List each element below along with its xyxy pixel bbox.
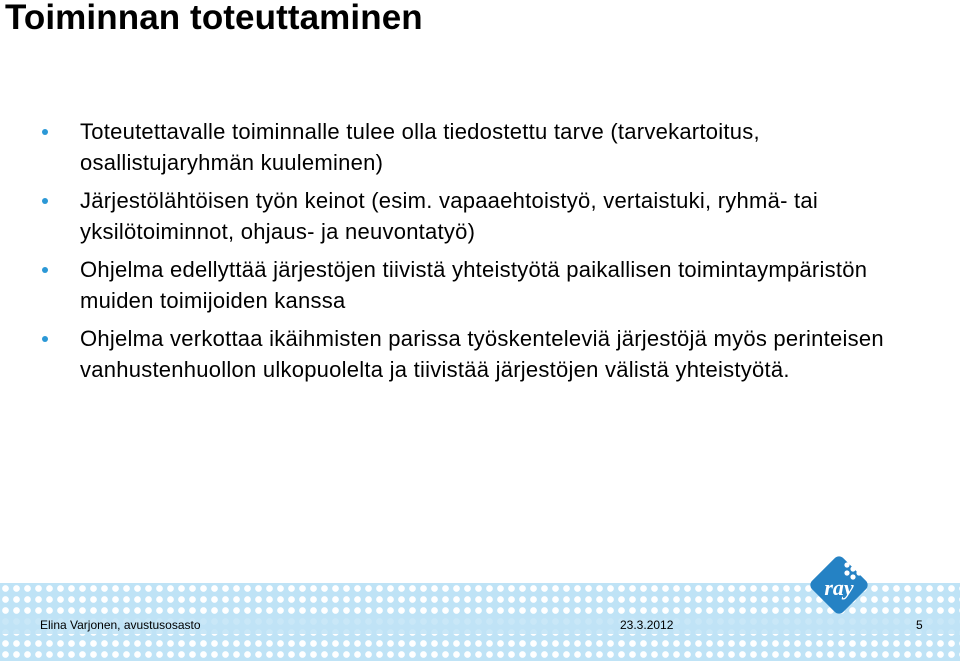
bullet-text: Ohjelma verkottaa ikäihmisten parissa työskenteleviä järjestöjä myös perinteisen vanhustenhuollon ulkopuolelta ja tiivistää järjestöjen välistä yhteistyötä. (80, 326, 884, 382)
footer-date: 23.3.2012 (620, 618, 674, 632)
bullet-dot-icon (42, 129, 48, 135)
bullet-item-3 (40, 254, 940, 316)
bullet-item-2 (40, 185, 940, 247)
bullet-text: Järjestölähtöisen työn keinot (esim. vapaaehtoistyö, vertaistuki, ryhmä- tai yksilötoiminnot, ohjaus- ja neuvontatyö) (80, 188, 818, 244)
bullet-dot-icon (42, 267, 48, 273)
ray-logo-icon (803, 549, 875, 621)
bullet-dot-icon (42, 198, 48, 204)
bullet-item-1 (40, 116, 940, 178)
footer-author: Elina Varjonen, avustusosasto (40, 618, 201, 632)
bullet-dot-icon (42, 336, 48, 342)
bullet-text: Toteutettavalle toiminnalle tulee olla tiedostettu tarve (tarvekartoitus, osallistujaryhmän kuuleminen) (80, 119, 760, 175)
bullet-item-4 (40, 323, 940, 385)
slide-title: Toiminnan toteuttaminen (5, 0, 423, 37)
bullet-list (40, 116, 940, 392)
bullet-text: Ohjelma edellyttää järjestöjen tiivistä yhteistyötä paikallisen toimintaympäristön muiden toimijoiden kanssa (80, 257, 868, 313)
footer-page-number: 5 (916, 618, 923, 632)
logo-text: ray (824, 575, 854, 600)
